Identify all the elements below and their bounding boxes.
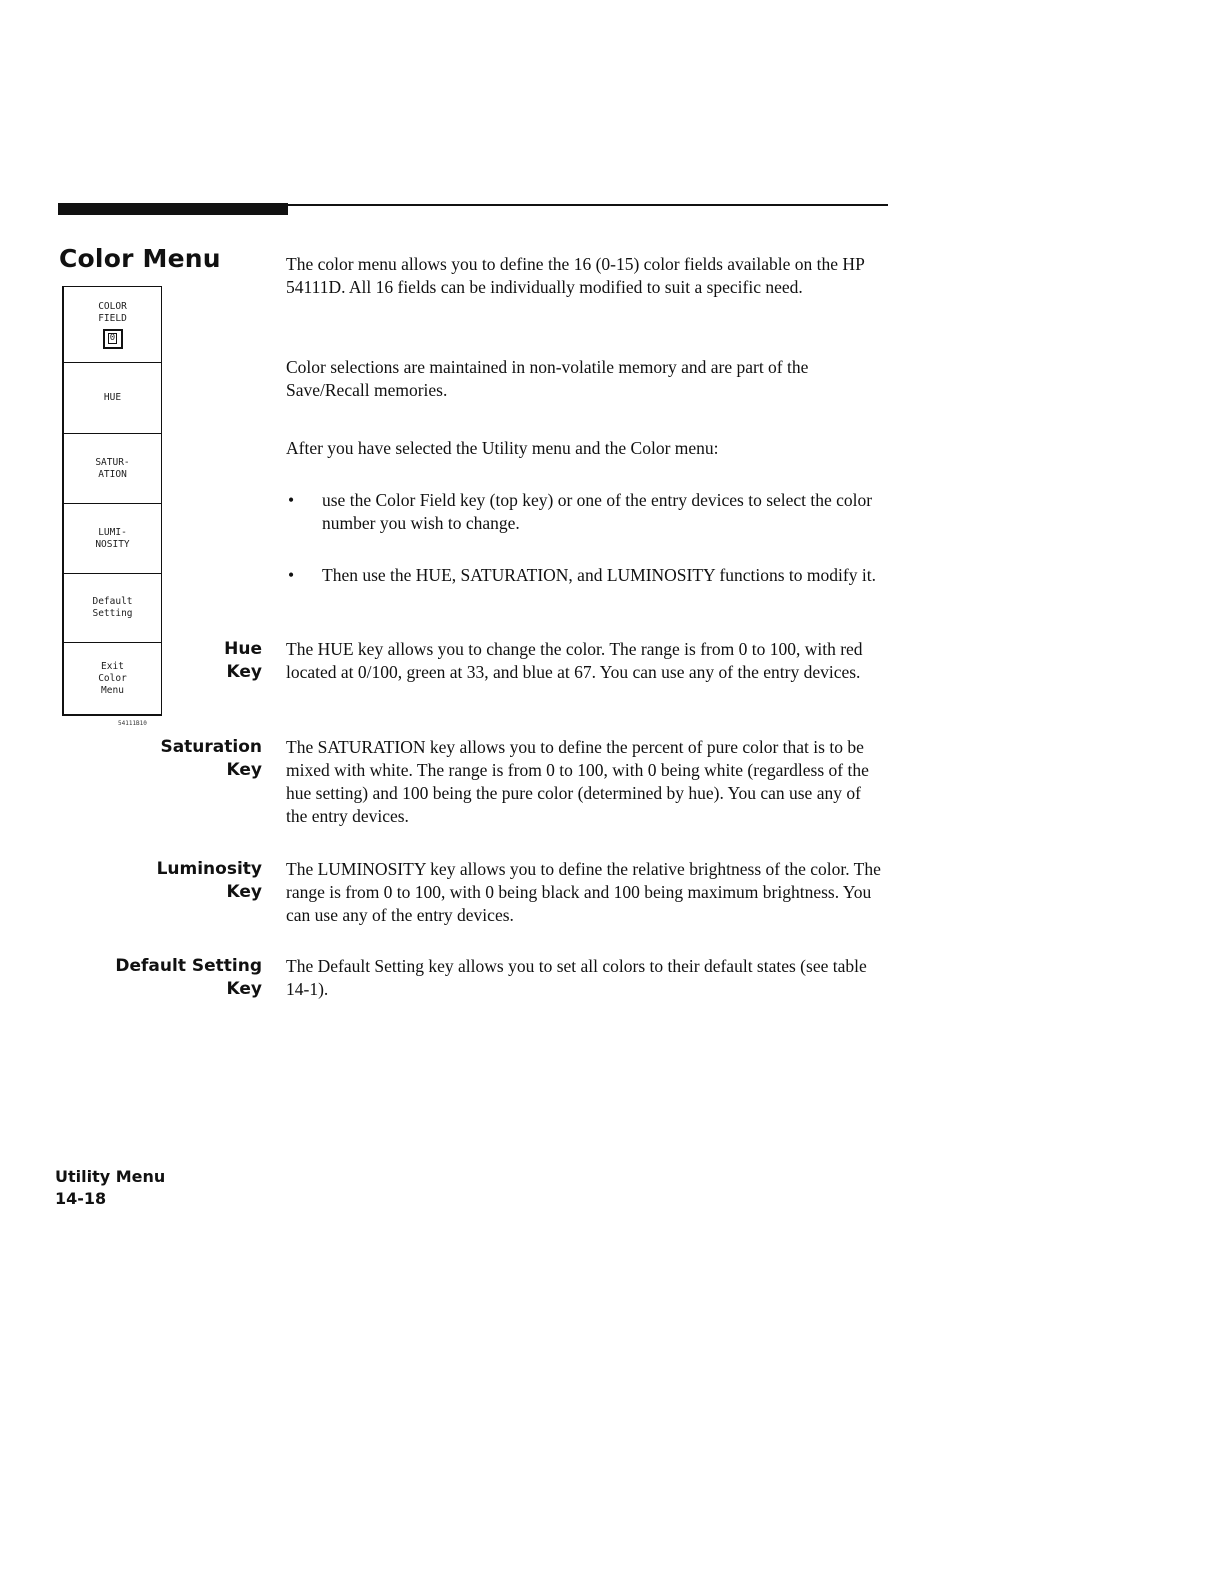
softkey-label-line: Setting <box>92 608 133 619</box>
softkey-label-line: SATUR- <box>95 456 130 468</box>
heading-line: Key <box>226 882 262 902</box>
softkey-label-line: LUMI- <box>98 526 127 538</box>
bullet-icon: • <box>288 490 295 510</box>
heading-line: Key <box>226 662 262 682</box>
heading-line: Saturation <box>160 737 262 757</box>
heading-line: Hue <box>224 639 262 659</box>
default-setting-key-heading <box>115 955 262 1001</box>
softkey-label-line: HUE <box>103 392 122 403</box>
intro-paragraph-1: The color menu allows you to define the 16 (0-15) color fields available on the HP 54111D. All 16 fields can be individually modified to suit a specific need. <box>286 254 865 297</box>
intro-paragraph-2: Color selections are maintained in non-volatile memory and are part of the Save/Recall memories. <box>286 357 809 400</box>
softkey-exit-color-menu <box>64 642 162 714</box>
softkey-label-line: Color <box>98 672 127 684</box>
softkey-label-line: FIELD <box>98 312 127 324</box>
bullet-text: use the Color Field key (top key) or one of the entry devices to select the color number you wish to change. <box>322 490 873 533</box>
intro-paragraph-3: After you have selected the Utility menu and the Color menu: <box>286 438 719 458</box>
header-rule-thick <box>58 203 288 215</box>
softkey-label-line: Exit <box>101 660 124 672</box>
bullet-item <box>288 489 878 535</box>
luminosity-key-description: The LUMINOSITY key allows you to define the relative brightness of the color. The range is from 0 to 100, with 0 being black and 100 being maximum brightness. You can use any of the entry devices. <box>286 859 881 925</box>
bullet-text: Then use the HUE, SATURATION, and LUMINOSITY functions to modify it. <box>322 565 876 585</box>
footer-chapter: Utility Menu <box>55 1167 166 1186</box>
softkey-default-setting <box>64 573 162 642</box>
saturation-key-description: The SATURATION key allows you to define the percent of pure color that is to be mixed with white. The range is from 0 to 100, with 0 being white (regardless of the hue setting) and 100 being the pure color (determined by hue). You can use any of the entry devices. <box>286 737 869 826</box>
color-field-value: 0 <box>109 333 116 343</box>
softkey-label-line: COLOR <box>98 300 127 312</box>
softkey-menu-figure <box>62 286 162 716</box>
heading-line: Key <box>226 979 262 999</box>
hue-key-description: The HUE key allows you to change the color. The range is from 0 to 100, with red located at 0/100, green at 33, and blue at 67. You can use any of the entry devices. <box>286 639 863 682</box>
softkey-label-line: Default <box>92 596 133 607</box>
section-title: Color Menu <box>59 244 221 273</box>
color-field-value-box <box>103 329 123 349</box>
heading-line: Default Setting <box>115 956 262 976</box>
hue-key-heading <box>224 638 262 684</box>
figure-id: 54111B10 <box>118 720 147 727</box>
softkey-color-field <box>64 286 162 362</box>
softkey-label-line: NOSITY <box>95 538 130 550</box>
luminosity-key-heading <box>157 858 262 904</box>
softkey-luminosity <box>64 503 162 573</box>
bullet-icon: • <box>288 565 295 585</box>
bullet-item <box>288 564 878 587</box>
softkey-hue <box>64 362 162 433</box>
heading-line: Key <box>226 760 262 780</box>
softkey-label-line: Menu <box>101 684 124 696</box>
softkey-label-line: ATION <box>98 468 127 480</box>
heading-line: Luminosity <box>156 859 262 879</box>
softkey-saturation <box>64 433 162 503</box>
footer-page-number: 14-18 <box>55 1189 107 1208</box>
page-footer <box>55 1166 165 1210</box>
default-setting-key-description: The Default Setting key allows you to set all colors to their default states (see table 14-1). <box>286 956 867 999</box>
saturation-key-heading <box>160 736 262 782</box>
